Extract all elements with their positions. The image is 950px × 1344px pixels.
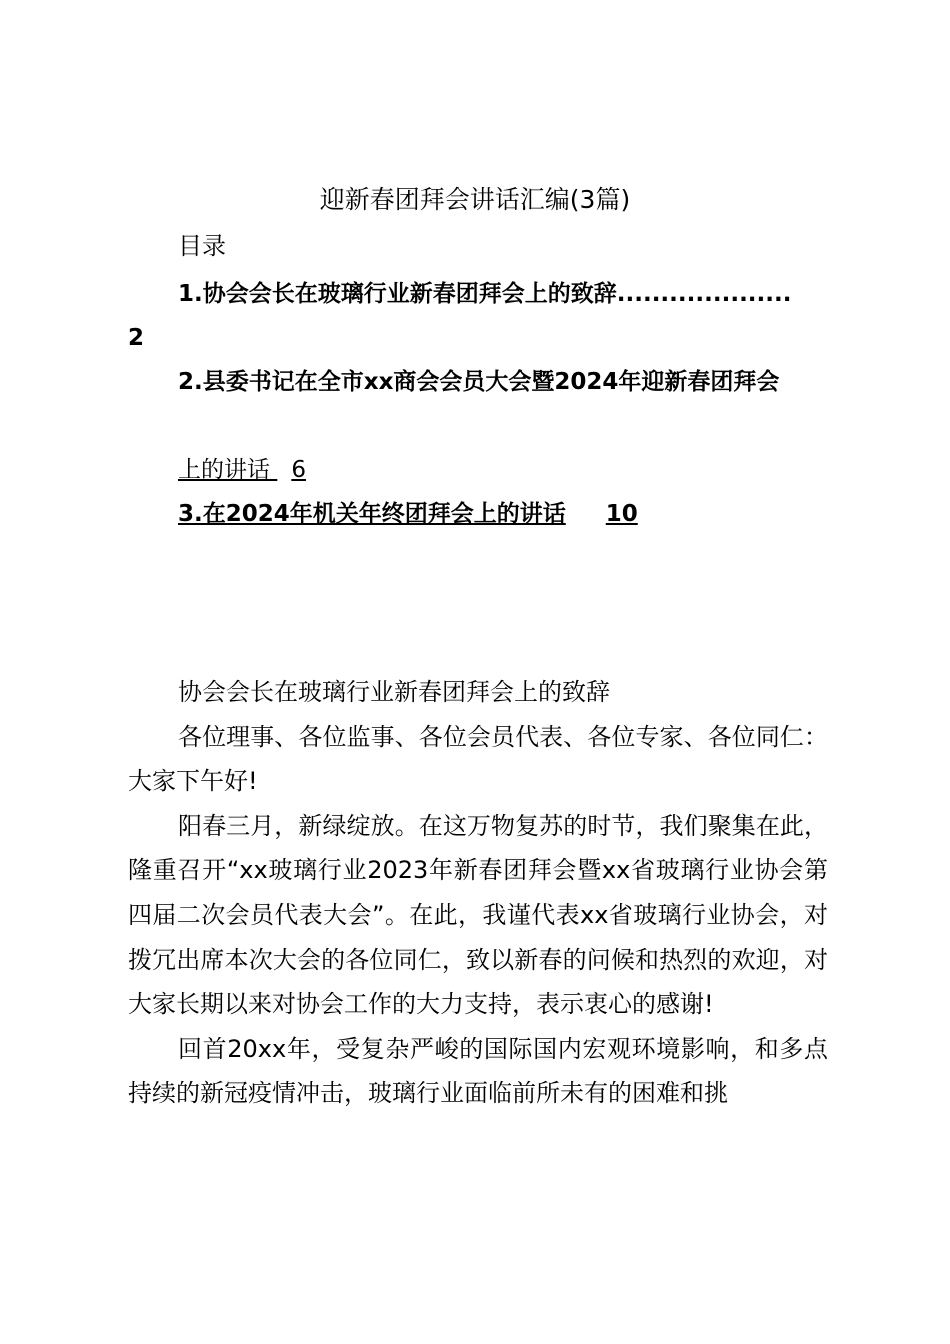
- toc-entry-2-label: 2.县委书记在全市xx商会会员大会暨2024年迎新春团拜会: [178, 369, 780, 395]
- document-title: 迎新春团拜会讲话汇编(3篇): [319, 185, 631, 214]
- toc-entry-1[interactable]: [128, 272, 828, 360]
- paragraph: 回首20xx年，受复杂严峻的国际国内宏观环境影响，和多点持续的新冠疫情冲击，玻璃行业面临前所未有的困难和挑: [128, 1034, 828, 1108]
- toc-entry-2-label-cont: 上的讲话: [178, 457, 270, 483]
- document-body: [128, 670, 828, 1116]
- paragraph: 阳春三月，新绿绽放。在这万物复苏的时节，我们聚集在此，隆重召开“xx玻璃行业2023年新春团拜会暨xx省玻璃行业协会第四届二次会员代表大会”。在此，我谨代表xx省玻璃行业协会，对拨冗出席本次大会的各位同仁，致以新春的问候和热烈的欢迎，对大家长期以来对协会工作的大力支持，表示衷心的感谢!: [128, 811, 828, 1019]
- paragraph: 各位理事、各位监事、各位会员代表、各位专家、各位同仁：大家下午好!: [128, 722, 828, 796]
- toc-entry-2-page: 6: [291, 457, 306, 483]
- toc-entry-2[interactable]: [128, 360, 828, 404]
- toc-entry-3-label: 3.在2024年机关年终团拜会上的讲话: [178, 501, 566, 527]
- toc-entry-3-page: 10: [605, 501, 638, 527]
- section-title: 协会会长在玻璃行业新春团拜会上的致辞: [178, 678, 610, 706]
- toc-heading: 目录: [178, 232, 226, 260]
- toc-entry-1-label: 1.协会会长在玻璃行业新春团拜会上的致辞....................: [178, 281, 792, 307]
- toc-entry-2-continuation[interactable]: [178, 448, 306, 492]
- toc-entry-1-page: 2: [128, 325, 145, 351]
- toc-entry-3[interactable]: [178, 492, 638, 536]
